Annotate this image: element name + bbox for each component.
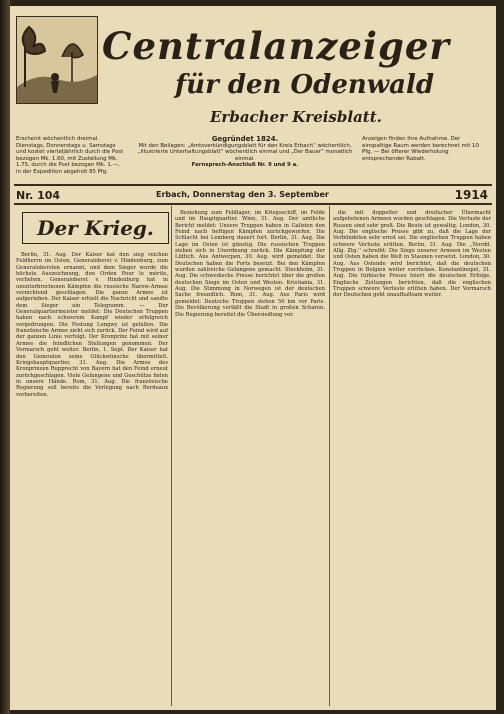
column-divider [329, 206, 330, 706]
newspaper-kreisblatt: Erbacher Kreisblatt. [210, 108, 382, 126]
issue-number: Nr. 104 [16, 189, 61, 202]
headline: Der Krieg. [22, 212, 169, 244]
column-text: Beziehung zum Feldlager, im Kriegsschiff, im Felde und im Hauptquartier. Wien, 31. Aug. Der amtliche Bericht meldet: Unsere Truppen haben in Galizien den Feind nach heftigen Kämpfen zurückgeworfen. Die Schlacht bei Lemberg dauert fort. Berlin, 31. Aug. Die Lage im Osten ist günstig. Die russischen Truppen ziehen sich in Unordnung zurück. Die Kämpfung der Lüttich. Aus Antwerpen, 30. Aug. wird gemeldet: Die Deutschen haben die Forts besetzt. Bei den Kämpfen wurden zahlreiche Gefangene gemacht. Stockholm, 31. Aug. Die schwedische Presse berichtet über die großen deutschen Siege im Osten und Westen. Kristiania, 31. Aug. Die Stimmung in Norwegen ist der deutschen Sache freundlich. Rom, 31. Aug. Aus Paris wird gemeldet: Deutsche Truppen stehen 50 km vor Paris. Die Bevölkerung verläßt die Stadt in großen Scharen. Die Regierung bereitet die Übersiedlung vor. [175, 210, 325, 318]
landscape-illustration [17, 17, 97, 103]
article-column-2 [175, 210, 325, 320]
supplement-info [135, 136, 355, 169]
phone-note: Fernsprech-Anschluß Nr. 9 und 9 a. [191, 162, 299, 169]
newspaper-page [10, 6, 496, 710]
column-divider [171, 206, 172, 706]
column-text: die mit doppelter und dreifacher Übermacht aufgebotenen Armeen wurden geschlagen. Die Verluste der Russen sind sehr groß. Die Beute ist gewaltig. London, 30. Aug. Die englische Presse gibt zu, daß die Lage der Verbündeten sehr ernst sei. Die englischen Truppen haben schwere Verluste erlitten. Berlin, 31. Aug. Die ,,Nordd. Allg. Ztg.'' schreibt: Die Siege unserer Armeen im Westen und Osten haben die Welt in Staunen versetzt. London, 30. Aug. Aus Ostende wird berichtet, daß die deutschen Truppen in Belgien weiter vorrücken. Konstantinopel, 31. Aug. Die türkische Presse feiert die deutschen Erfolge. Englische Zeitungen berichten, daß die englischen Truppen schwere Verluste erlitten haben. Der Vormarsch der Deutschen geht unaufhaltsam weiter. [333, 210, 491, 299]
advertising-info: Anzeigen finden Ihre Aufnahme. Der einspaltige Raum werden berechnet mit 10 Pfg. — Bei öfterer Wiederholung entsprechender Rabatt. [362, 136, 479, 162]
supplement-text: Mit den Beilagen: „Amtsverkündigungsblatt für den Kreis Erbach“ wöchentlich, „Illustrierte Unterhaltungsblatt“ wöchentlich einmal und „Der Bauer“ monatlich einmal. [137, 142, 353, 162]
issue-year: 1914 [454, 188, 488, 202]
newspaper-title: Centralanzeiger [102, 24, 450, 68]
masthead [10, 6, 496, 175]
top-rule [14, 184, 492, 186]
book-spine [0, 0, 10, 714]
article-column-1 [16, 252, 168, 400]
founded-note: Gegründet 1824. [211, 135, 279, 143]
bottom-rule [14, 203, 492, 205]
newspaper-subtitle: für den Odenwald [175, 70, 435, 100]
article-column-3 [333, 210, 491, 301]
subscription-info: Erscheint wöchentlich dreimal. Dienstags, Donnerstags u. Samstags und kostet vierteljährlich durch die Post bezogen Mk. 1.60, mit Zustellung Mk. 1.75, durch die Post bezogen Mk. 1.—, in der Expedition abgeholt 85 Pfg. [16, 136, 124, 175]
column-text: Berlin, 31. Aug. Der Kaiser hat den sieg reichen Feldherrn im Osten, Generaloberst v. Hindenburg, zum Generalobersten ernannt, und dem Sieger wurde die höchste Auszeichnung, den Orden Pour le mérite, verliehen. Generaloberst v. Hindenburg hat in ununterbrochenen Kämpfen die russische Narew-Armee vernichtend geschlagen. Die ganze Armee ist aufgerieben. Der Kaiser erhielt die Nachricht und sandte dem Sieger ein Telegramm. — Der Generalquartiermeister meldet: Die Deutschen Truppen haben nach schwerem Kampf wieder erfolgreich vorgedrungen. Die Festung Longwy ist gefallen. Die französische Armee zieht sich zurück. Der Feind wird auf der ganzen Linie verfolgt. Der Kronprinz hat mit seiner Armee die feindlichen Stellungen genommen. Der Vormarsch geht weiter. Berlin, 1. Sept. Der Kaiser hat den Generalen seine Glückwünsche übermittelt. Kriegshauptquartier, 31. Aug. Die Armee des Kronprinzen Rupprecht von Bayern hat den Feind erneut zurückgeschlagen. Viele Gefangene und Geschütze fielen in unsere Hände. Rom, 31. Aug. Die französische Regierung soll bereits die Verlegung nach Bordeaux vorbereiten. [16, 252, 168, 398]
masthead-vignette-image [16, 16, 98, 104]
place-date: Erbach, Donnerstag den 3. September [156, 190, 329, 199]
dateline [16, 187, 492, 201]
